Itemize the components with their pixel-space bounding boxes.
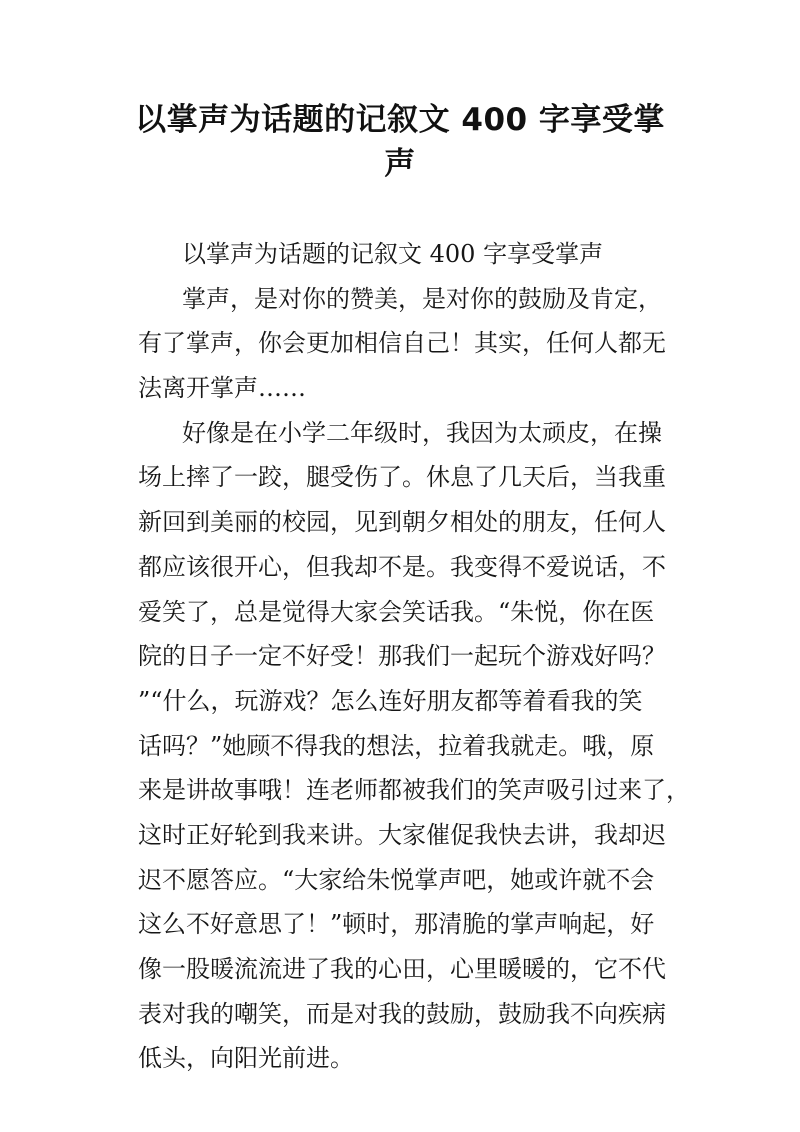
title-line-1: 以掌声为话题的记叙文 400 字享受掌: [135, 102, 665, 138]
paragraph-2-line: 都应该很开心，但我却不是。我变得不爱说话，不: [138, 552, 666, 581]
paragraph-1-line: 法离开掌声……: [138, 374, 306, 403]
paragraph-2-line: 来是讲故事哦！连老师都被我们的笑声吸引过来了，: [138, 776, 690, 805]
paragraph-2-line: 好像是在小学二年级时，我因为太顽皮，在操: [182, 418, 662, 447]
paragraph-1-line: 掌声，是对你的赞美，是对你的鼓励及肯定，: [182, 284, 662, 313]
paragraph-2-line: ”“什么，玩游戏？怎么连好朋友都等着看我的笑: [138, 686, 643, 715]
paragraph-2-line: 话吗？”她顾不得我的想法，拉着我就走。哦，原: [138, 731, 655, 760]
paragraph-1-line: 有了掌声，你会更加相信自己！其实，任何人都无: [138, 329, 666, 358]
paragraph-2-line: 迟不愿答应。“大家给朱悦掌声吧，她或许就不会: [138, 865, 655, 894]
paragraph-2-line: 新回到美丽的校园，见到朝夕相处的朋友，任何人: [138, 508, 666, 537]
paragraph-2-line: 这时正好轮到我来讲。大家催促我快去讲，我却迟: [138, 820, 666, 849]
subtitle-line: 以掌声为话题的记叙文 400 字享受掌声: [182, 240, 604, 268]
document-title: [120, 98, 680, 186]
title-line-2: 声: [384, 146, 416, 182]
paragraph-2-line: 像一股暖流流进了我的心田，心里暖暖的，它不代: [138, 955, 666, 983]
paragraph-2-line: 这么不好意思了！”顿时，那清脆的掌声响起，好: [138, 910, 655, 939]
paragraph-2-line: 低头，向阳光前进。: [138, 1044, 354, 1073]
paragraph-2-line: 表对我的嘲笑，而是对我的鼓励，鼓励我不向疾病: [138, 999, 666, 1028]
paragraph-2-line: 场上摔了一跤，腿受伤了。休息了几天后，当我重: [138, 463, 666, 492]
paragraph-2-line: 爱笑了，总是觉得大家会笑话我。“朱悦，你在医: [138, 597, 655, 626]
paragraph-2-line: 院的日子一定不好受！那我们一起玩个游戏好吗？: [138, 642, 666, 671]
document-body: [138, 232, 690, 1081]
